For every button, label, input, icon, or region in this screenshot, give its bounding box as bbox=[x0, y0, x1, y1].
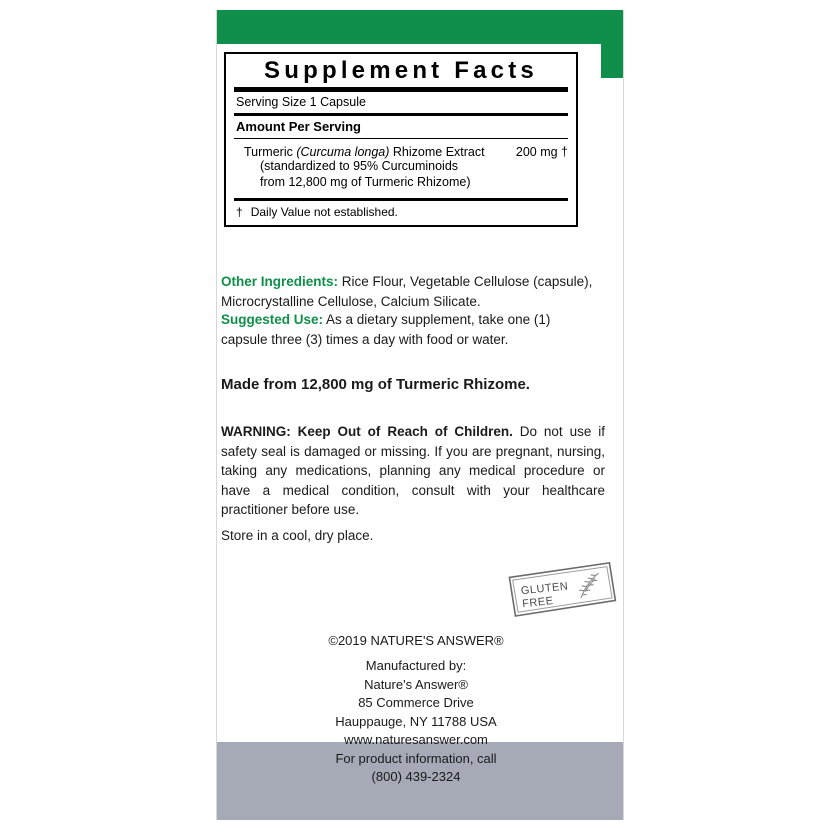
divider-thick-top bbox=[234, 87, 568, 92]
supplement-facts-panel bbox=[224, 52, 578, 227]
nutrient-name-rest: Rhizome Extract bbox=[389, 145, 485, 160]
nutrient-amount: 200 mg † bbox=[515, 145, 568, 160]
nutrient-subline-1: (standardized to 95% Curcuminoids bbox=[260, 159, 459, 174]
footer-phone[interactable]: (800) 439-2324 bbox=[371, 769, 461, 785]
footer-line: For product information, call bbox=[335, 750, 497, 766]
divider-med-2 bbox=[234, 198, 568, 201]
nutrient-name bbox=[244, 145, 485, 159]
carton-right-edge bbox=[623, 10, 635, 820]
warning-block bbox=[221, 422, 605, 520]
warning-label: WARNING: Keep Out of Reach of Children. bbox=[221, 424, 513, 439]
other-ingredients-text: Rice Flour, Vegetable Cellulose (capsule), Microcrystalline Cellulose, Calcium Silicate. bbox=[221, 274, 593, 309]
suggested-use-text: As a dietary supplement, take one (1) capsule three (3) times a day with food or water. bbox=[221, 312, 551, 347]
footnote-symbol: † bbox=[236, 205, 243, 220]
nutrient-subline-2: from 12,800 mg of Turmeric Rhizome) bbox=[260, 174, 471, 189]
made-from-statement: Made from 12,800 mg of Turmeric Rhizome. bbox=[221, 376, 530, 393]
svg-text:FREE: FREE bbox=[521, 594, 555, 611]
storage-statement: Store in a cool, dry place. bbox=[221, 528, 374, 543]
warning-text: Do not use if safety seal is damaged or missing. If you are pregnant, nursing, taking any medications, planning any medical procedure or have a medical condition, consult with your healthcare practitioner before use. bbox=[221, 424, 605, 518]
svg-text:GLUTEN: GLUTEN bbox=[520, 580, 569, 598]
footer-line: 85 Commerce Drive bbox=[358, 695, 474, 711]
label-content bbox=[218, 44, 622, 785]
nutrient-row bbox=[234, 145, 568, 159]
carton-left-edge bbox=[205, 10, 217, 820]
nutrient-name-plain: Turmeric bbox=[244, 145, 297, 160]
other-ingredients-block bbox=[221, 272, 601, 311]
suggested-use-block bbox=[221, 310, 599, 349]
footer-line: Hauppauge, NY 11788 USA bbox=[335, 713, 497, 729]
footnote-text: Daily Value not established. bbox=[250, 205, 398, 220]
manufacturer-footer bbox=[221, 632, 611, 787]
amount-per-serving-header: Amount Per Serving bbox=[236, 119, 361, 135]
nutrient-name-latin: (Curcuma longa) bbox=[296, 145, 390, 160]
daily-value-footnote bbox=[234, 203, 568, 219]
footer-line: Manufactured by: bbox=[365, 658, 467, 674]
footer-line: Nature's Answer® bbox=[364, 676, 468, 692]
divider-thin-1 bbox=[234, 138, 568, 139]
serving-size: Serving Size 1 Capsule bbox=[236, 95, 366, 110]
other-ingredients-label: Other Ingredients: bbox=[221, 274, 339, 289]
supplement-facts-title: Supplement Facts bbox=[264, 57, 538, 84]
suggested-use-label: Suggested Use: bbox=[221, 312, 324, 327]
divider-med-1 bbox=[234, 113, 568, 116]
footer-website[interactable]: www.naturesanswer.com bbox=[344, 732, 488, 748]
copyright-line: ©2019 NATURE'S ANSWER® bbox=[328, 633, 504, 648]
gluten-free-icon bbox=[506, 560, 618, 619]
